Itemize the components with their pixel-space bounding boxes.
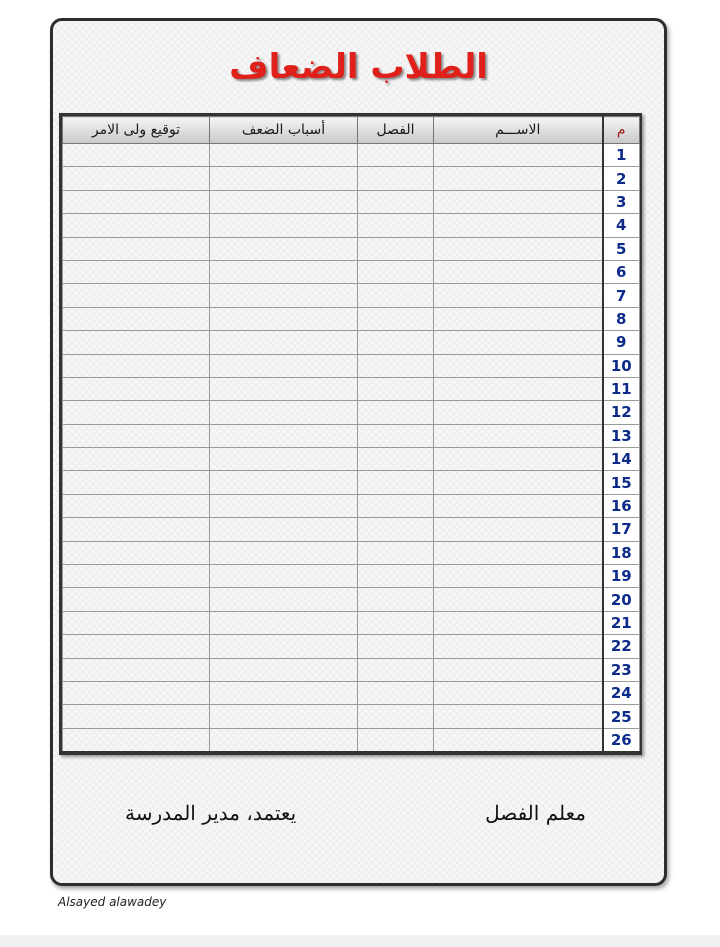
table-row	[63, 471, 640, 494]
header-signature: توقيع ولى الامر	[63, 117, 210, 144]
class-cell	[358, 588, 434, 611]
reasons-cell	[210, 377, 358, 400]
reasons-cell	[210, 611, 358, 634]
row-number: 13	[603, 424, 640, 447]
class-teacher-label: معلم الفصل	[485, 801, 586, 825]
name-cell	[434, 260, 603, 283]
class-cell	[358, 144, 434, 167]
reasons-cell	[210, 705, 358, 728]
row-number: 15	[603, 471, 640, 494]
header-name: الاســـم	[434, 117, 603, 144]
row-number: 5	[603, 237, 640, 260]
signature-cell	[63, 681, 210, 704]
row-number: 1	[603, 144, 640, 167]
signature-cell	[63, 401, 210, 424]
table-row	[63, 167, 640, 190]
reasons-cell	[210, 214, 358, 237]
signature-cell	[63, 377, 210, 400]
name-cell	[434, 331, 603, 354]
name-cell	[434, 144, 603, 167]
row-number: 24	[603, 681, 640, 704]
table-row	[63, 588, 640, 611]
table-row	[63, 635, 640, 658]
reasons-cell	[210, 307, 358, 330]
signature-cell	[63, 167, 210, 190]
row-number: 17	[603, 518, 640, 541]
class-cell	[358, 681, 434, 704]
table-row	[63, 541, 640, 564]
row-number: 16	[603, 494, 640, 517]
signature-cell	[63, 144, 210, 167]
reasons-cell	[210, 237, 358, 260]
table-row	[63, 354, 640, 377]
row-number: 6	[603, 260, 640, 283]
name-cell	[434, 214, 603, 237]
class-cell	[358, 284, 434, 307]
signature-cell	[63, 284, 210, 307]
name-cell	[434, 237, 603, 260]
signature-cell	[63, 260, 210, 283]
students-table	[59, 113, 642, 755]
signature-cell	[63, 565, 210, 588]
reasons-cell	[210, 681, 358, 704]
table-row	[63, 331, 640, 354]
table-row	[63, 494, 640, 517]
class-cell	[358, 705, 434, 728]
table-body	[63, 144, 640, 752]
table-row	[63, 658, 640, 681]
name-cell	[434, 471, 603, 494]
class-cell	[358, 331, 434, 354]
signature-cell	[63, 728, 210, 751]
signature-cell	[63, 541, 210, 564]
name-cell	[434, 681, 603, 704]
row-number: 20	[603, 588, 640, 611]
name-cell	[434, 401, 603, 424]
table-row	[63, 307, 640, 330]
row-number: 18	[603, 541, 640, 564]
signature-cell	[63, 214, 210, 237]
table-row	[63, 424, 640, 447]
row-number: 23	[603, 658, 640, 681]
reasons-cell	[210, 471, 358, 494]
table-row	[63, 190, 640, 213]
class-cell	[358, 518, 434, 541]
name-cell	[434, 448, 603, 471]
reasons-cell	[210, 284, 358, 307]
class-cell	[358, 260, 434, 283]
signature-cell	[63, 190, 210, 213]
class-cell	[358, 494, 434, 517]
class-cell	[358, 635, 434, 658]
signature-cell	[63, 705, 210, 728]
name-cell	[434, 541, 603, 564]
name-cell	[434, 611, 603, 634]
table-row	[63, 611, 640, 634]
row-number: 14	[603, 448, 640, 471]
reasons-cell	[210, 424, 358, 447]
class-cell	[358, 424, 434, 447]
signature-cell	[63, 354, 210, 377]
signature-cell	[63, 307, 210, 330]
class-cell	[358, 565, 434, 588]
class-cell	[358, 448, 434, 471]
bottom-strip	[0, 935, 720, 947]
row-number: 10	[603, 354, 640, 377]
class-cell	[358, 167, 434, 190]
name-cell	[434, 307, 603, 330]
table-row	[63, 448, 640, 471]
class-cell	[358, 190, 434, 213]
name-cell	[434, 705, 603, 728]
author-credit: Alsayed alawadey	[58, 895, 167, 909]
table-row	[63, 237, 640, 260]
class-cell	[358, 541, 434, 564]
table-row	[63, 214, 640, 237]
reasons-cell	[210, 167, 358, 190]
table-row	[63, 565, 640, 588]
table-row	[63, 728, 640, 751]
class-cell	[358, 658, 434, 681]
name-cell	[434, 424, 603, 447]
class-cell	[358, 611, 434, 634]
reasons-cell	[210, 565, 358, 588]
reasons-cell	[210, 635, 358, 658]
table-row	[63, 260, 640, 283]
row-number: 9	[603, 331, 640, 354]
reasons-cell	[210, 331, 358, 354]
row-number: 22	[603, 635, 640, 658]
reasons-cell	[210, 494, 358, 517]
signature-cell	[63, 635, 210, 658]
reasons-cell	[210, 588, 358, 611]
row-number: 12	[603, 401, 640, 424]
class-cell	[358, 237, 434, 260]
reasons-cell	[210, 260, 358, 283]
table-header-row	[63, 117, 640, 144]
name-cell	[434, 565, 603, 588]
table-row	[63, 681, 640, 704]
signature-cell	[63, 494, 210, 517]
class-cell	[358, 401, 434, 424]
signature-cell	[63, 331, 210, 354]
document-frame	[50, 18, 667, 886]
table-row	[63, 518, 640, 541]
signature-cell	[63, 518, 210, 541]
row-number: 2	[603, 167, 640, 190]
reasons-cell	[210, 354, 358, 377]
row-number: 25	[603, 705, 640, 728]
name-cell	[434, 658, 603, 681]
class-cell	[358, 214, 434, 237]
reasons-cell	[210, 658, 358, 681]
reasons-cell	[210, 448, 358, 471]
reasons-cell	[210, 518, 358, 541]
name-cell	[434, 354, 603, 377]
signature-cell	[63, 658, 210, 681]
signature-cell	[63, 588, 210, 611]
reasons-cell	[210, 401, 358, 424]
row-number: 21	[603, 611, 640, 634]
row-number: 4	[603, 214, 640, 237]
row-number: 26	[603, 728, 640, 751]
name-cell	[434, 588, 603, 611]
name-cell	[434, 518, 603, 541]
class-cell	[358, 471, 434, 494]
reasons-cell	[210, 190, 358, 213]
name-cell	[434, 284, 603, 307]
signature-cell	[63, 237, 210, 260]
table-row	[63, 284, 640, 307]
reasons-cell	[210, 728, 358, 751]
row-number: 8	[603, 307, 640, 330]
reasons-cell	[210, 541, 358, 564]
name-cell	[434, 377, 603, 400]
row-number: 11	[603, 377, 640, 400]
row-number: 19	[603, 565, 640, 588]
table-row	[63, 401, 640, 424]
class-cell	[358, 728, 434, 751]
page-title: الطلاب الضعاف	[229, 47, 488, 87]
signature-cell	[63, 448, 210, 471]
name-cell	[434, 167, 603, 190]
signature-cell	[63, 424, 210, 447]
signature-cell	[63, 611, 210, 634]
name-cell	[434, 494, 603, 517]
header-class: الفصل	[358, 117, 434, 144]
class-cell	[358, 307, 434, 330]
principal-approval-label: يعتمد، مدير المدرسة	[125, 801, 297, 825]
table-row	[63, 144, 640, 167]
signature-cell	[63, 471, 210, 494]
row-number: 7	[603, 284, 640, 307]
table-row	[63, 377, 640, 400]
name-cell	[434, 728, 603, 751]
name-cell	[434, 635, 603, 658]
reasons-cell	[210, 144, 358, 167]
class-cell	[358, 377, 434, 400]
class-cell	[358, 354, 434, 377]
name-cell	[434, 190, 603, 213]
header-num: م	[603, 117, 640, 144]
row-number: 3	[603, 190, 640, 213]
table-row	[63, 705, 640, 728]
header-reasons: أسباب الضعف	[210, 117, 358, 144]
